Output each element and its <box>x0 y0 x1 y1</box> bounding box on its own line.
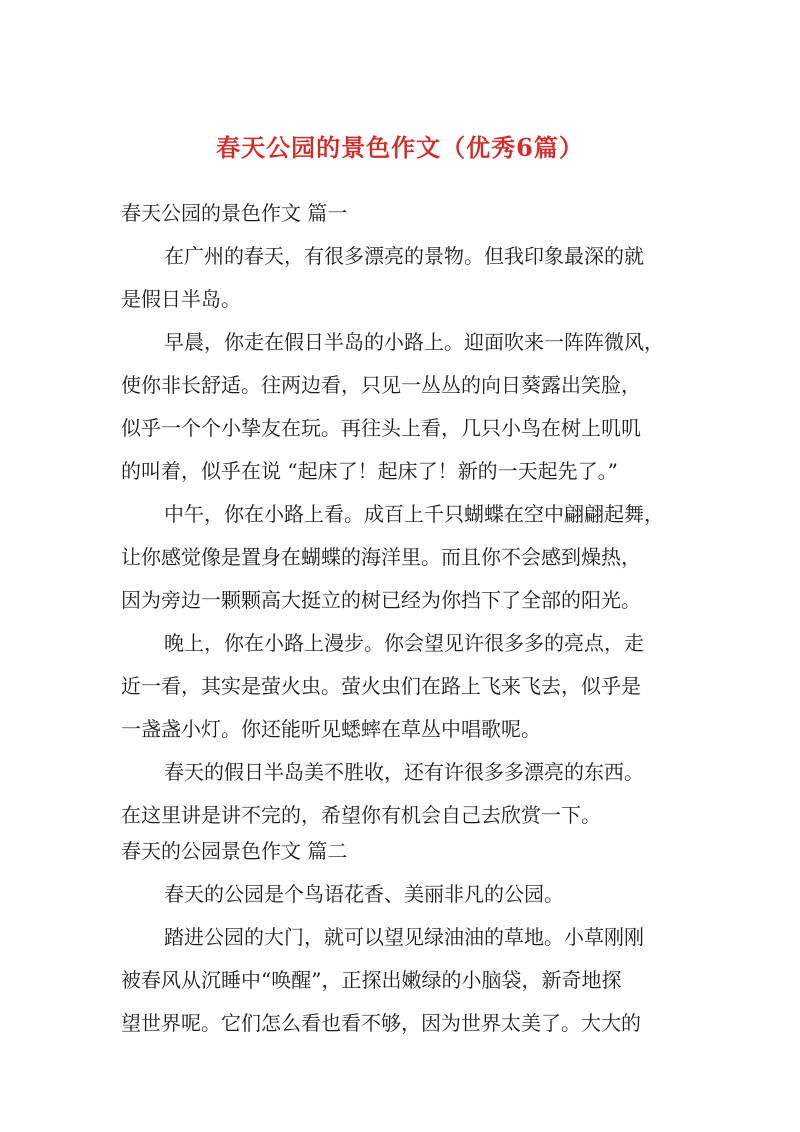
paragraph-line: 近一看，其实是萤火虫。萤火虫们在路上飞来飞去，似乎是 <box>121 674 641 698</box>
paragraph-line: 使你非长舒适。往两边看，只见一丛丛的向日葵露出笑脸， <box>121 373 641 397</box>
paragraph-line: 晚上，你在小路上漫步。你会望见许很多多的亮点，走 <box>164 631 644 655</box>
paragraph-line: 被春风从沉睡中“唤醒”，正探出嫩绿的小脑袋，新奇地探 <box>121 968 622 992</box>
paragraph-line: 的叫着，似乎在说 “起床了！起床了！新的一天起先了。” <box>121 459 618 483</box>
paragraph-line: 是假日半岛。 <box>121 287 241 311</box>
paragraph-line: 春天的假日半岛美不胜收，还有许很多多漂亮的东西。 <box>164 760 644 784</box>
paragraph-line: 似乎一个个小挚友在玩。再往头上看，几只小鸟在树上叽叽 <box>121 416 641 440</box>
paragraph-line: 踏进公园的大门，就可以望见绿油油的草地。小草刚刚 <box>164 925 644 949</box>
paragraph-line: 望世界呢。它们怎么看也看不够，因为世界太美了。大大的 <box>121 1011 641 1035</box>
section-heading-1: 春天公园的景色作文 篇一 <box>121 201 348 225</box>
paragraph-line: 在广州的春天，有很多漂亮的景物。但我印象最深的就 <box>164 244 644 268</box>
paragraph-line: 早晨，你走在假日半岛的小路上。迎面吹来一阵阵微风， <box>164 330 664 354</box>
paragraph-line: 因为旁边一颗颗高大挺立的树已经为你挡下了全部的阳光。 <box>121 588 641 612</box>
paragraph-line: 让你感觉像是置身在蝴蝶的海洋里。而且你不会感到燥热， <box>121 545 641 569</box>
paragraph-line: 中午，你在小路上看。成百上千只蝴蝶在空中翩翩起舞， <box>164 502 664 526</box>
section-heading-2: 春天的公园景色作文 篇二 <box>121 839 348 863</box>
paragraph-line: 春天的公园是个鸟语花香、美丽非凡的公园。 <box>164 882 564 906</box>
document-title: 春天公园的景色作文（优秀6篇） <box>216 133 584 162</box>
paragraph-line: 一盏盏小灯。你还能听见蟋蟀在草丛中唱歌呢。 <box>121 717 541 741</box>
paragraph-line: 在这里讲是讲不完的，希望你有机会自己去欣赏一下。 <box>121 803 601 827</box>
